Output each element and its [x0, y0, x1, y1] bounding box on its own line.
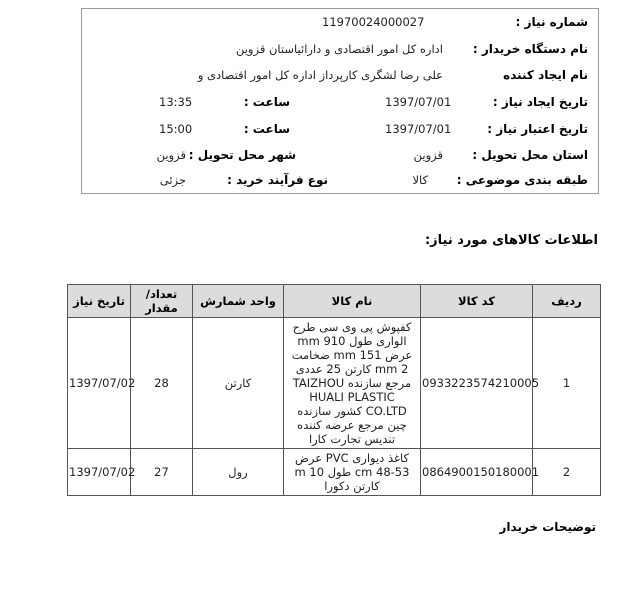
- cell-date: 1397/07/02: [68, 318, 131, 449]
- table-header-row: [68, 285, 601, 318]
- cell-name: کاغذ دیواری PVC عرض 53-48 cm طول 10 m کارتن دکورا: [284, 449, 421, 496]
- valid-date-label: تاریخ اعتبار نیاز :: [487, 122, 588, 136]
- cell-date: 1397/07/02: [68, 449, 131, 496]
- cell-qty: 27: [131, 449, 193, 496]
- items-section-title: اطلاعات کالاهای مورد نیاز:: [424, 233, 598, 248]
- cell-code: 0864900150180001: [421, 449, 533, 496]
- delivery-province-label: استان محل تحویل :: [472, 148, 588, 162]
- header-date: تاریخ نیاز: [68, 285, 131, 318]
- buyer-notes-title: توضیحات خریدار: [499, 520, 596, 534]
- cell-code: 0933223574210005: [421, 318, 533, 449]
- process-value: جزئی: [159, 173, 186, 187]
- delivery-city-value: قزوین: [156, 148, 186, 162]
- created-time-value: 13:35: [159, 95, 193, 109]
- category-value: کالا: [412, 173, 428, 187]
- buyer-org-value: اداره کل امور اقتصادی و دارائیاستان قزوین: [235, 42, 443, 56]
- valid-time-label: ساعت :: [243, 122, 290, 136]
- table-row: [68, 449, 601, 496]
- cell-unit: رول: [193, 449, 284, 496]
- category-label: طبقه بندی موضوعی :: [456, 173, 588, 187]
- process-label: نوع فرآیند خرید :: [227, 173, 328, 187]
- created-date-value: 1397/07/01: [385, 95, 452, 109]
- header-name: نام کالا: [284, 285, 421, 318]
- need-info-box: [81, 8, 599, 194]
- valid-time-value: 15:00: [159, 122, 193, 136]
- delivery-city-label: شهر محل تحویل :: [188, 148, 296, 162]
- header-unit: واحد شمارش: [193, 285, 284, 318]
- cell-qty: 28: [131, 318, 193, 449]
- created-time-label: ساعت :: [243, 95, 290, 109]
- header-code: کد کالا: [421, 285, 533, 318]
- creator-label: نام ایجاد کننده: [503, 68, 588, 82]
- cell-name: کفپوش پی وی سی طرح الواری طول mm 910 عرض 151 mm ضخامت 2 mm کارتن 25 عددی مرجع سازنده TAIZHOU HUALI PLASTIC CO.LTD کشور سازنده چین مرجع عرضه کننده تندیس تجارت کارا: [284, 318, 421, 449]
- table-row: [68, 318, 601, 449]
- header-row: ردیف: [533, 285, 601, 318]
- need-number-label: شماره نیاز :: [515, 15, 588, 29]
- items-table: [67, 284, 601, 496]
- cell-row: 2: [533, 449, 601, 496]
- header-qty: تعداد/ مقدار: [131, 285, 193, 318]
- valid-date-value: 1397/07/01: [385, 122, 452, 136]
- created-date-label: تاریخ ایجاد نیاز :: [492, 95, 588, 109]
- delivery-province-value: قزوین: [413, 148, 443, 162]
- cell-unit: کارتن: [193, 318, 284, 449]
- buyer-org-label: نام دستگاه خریدار :: [472, 42, 588, 56]
- creator-value: علی رضا لشگری کارپرداز اداره کل امور اقتصادی و: [197, 68, 443, 82]
- need-number-value: 11970024000027: [322, 15, 425, 29]
- cell-row: 1: [533, 318, 601, 449]
